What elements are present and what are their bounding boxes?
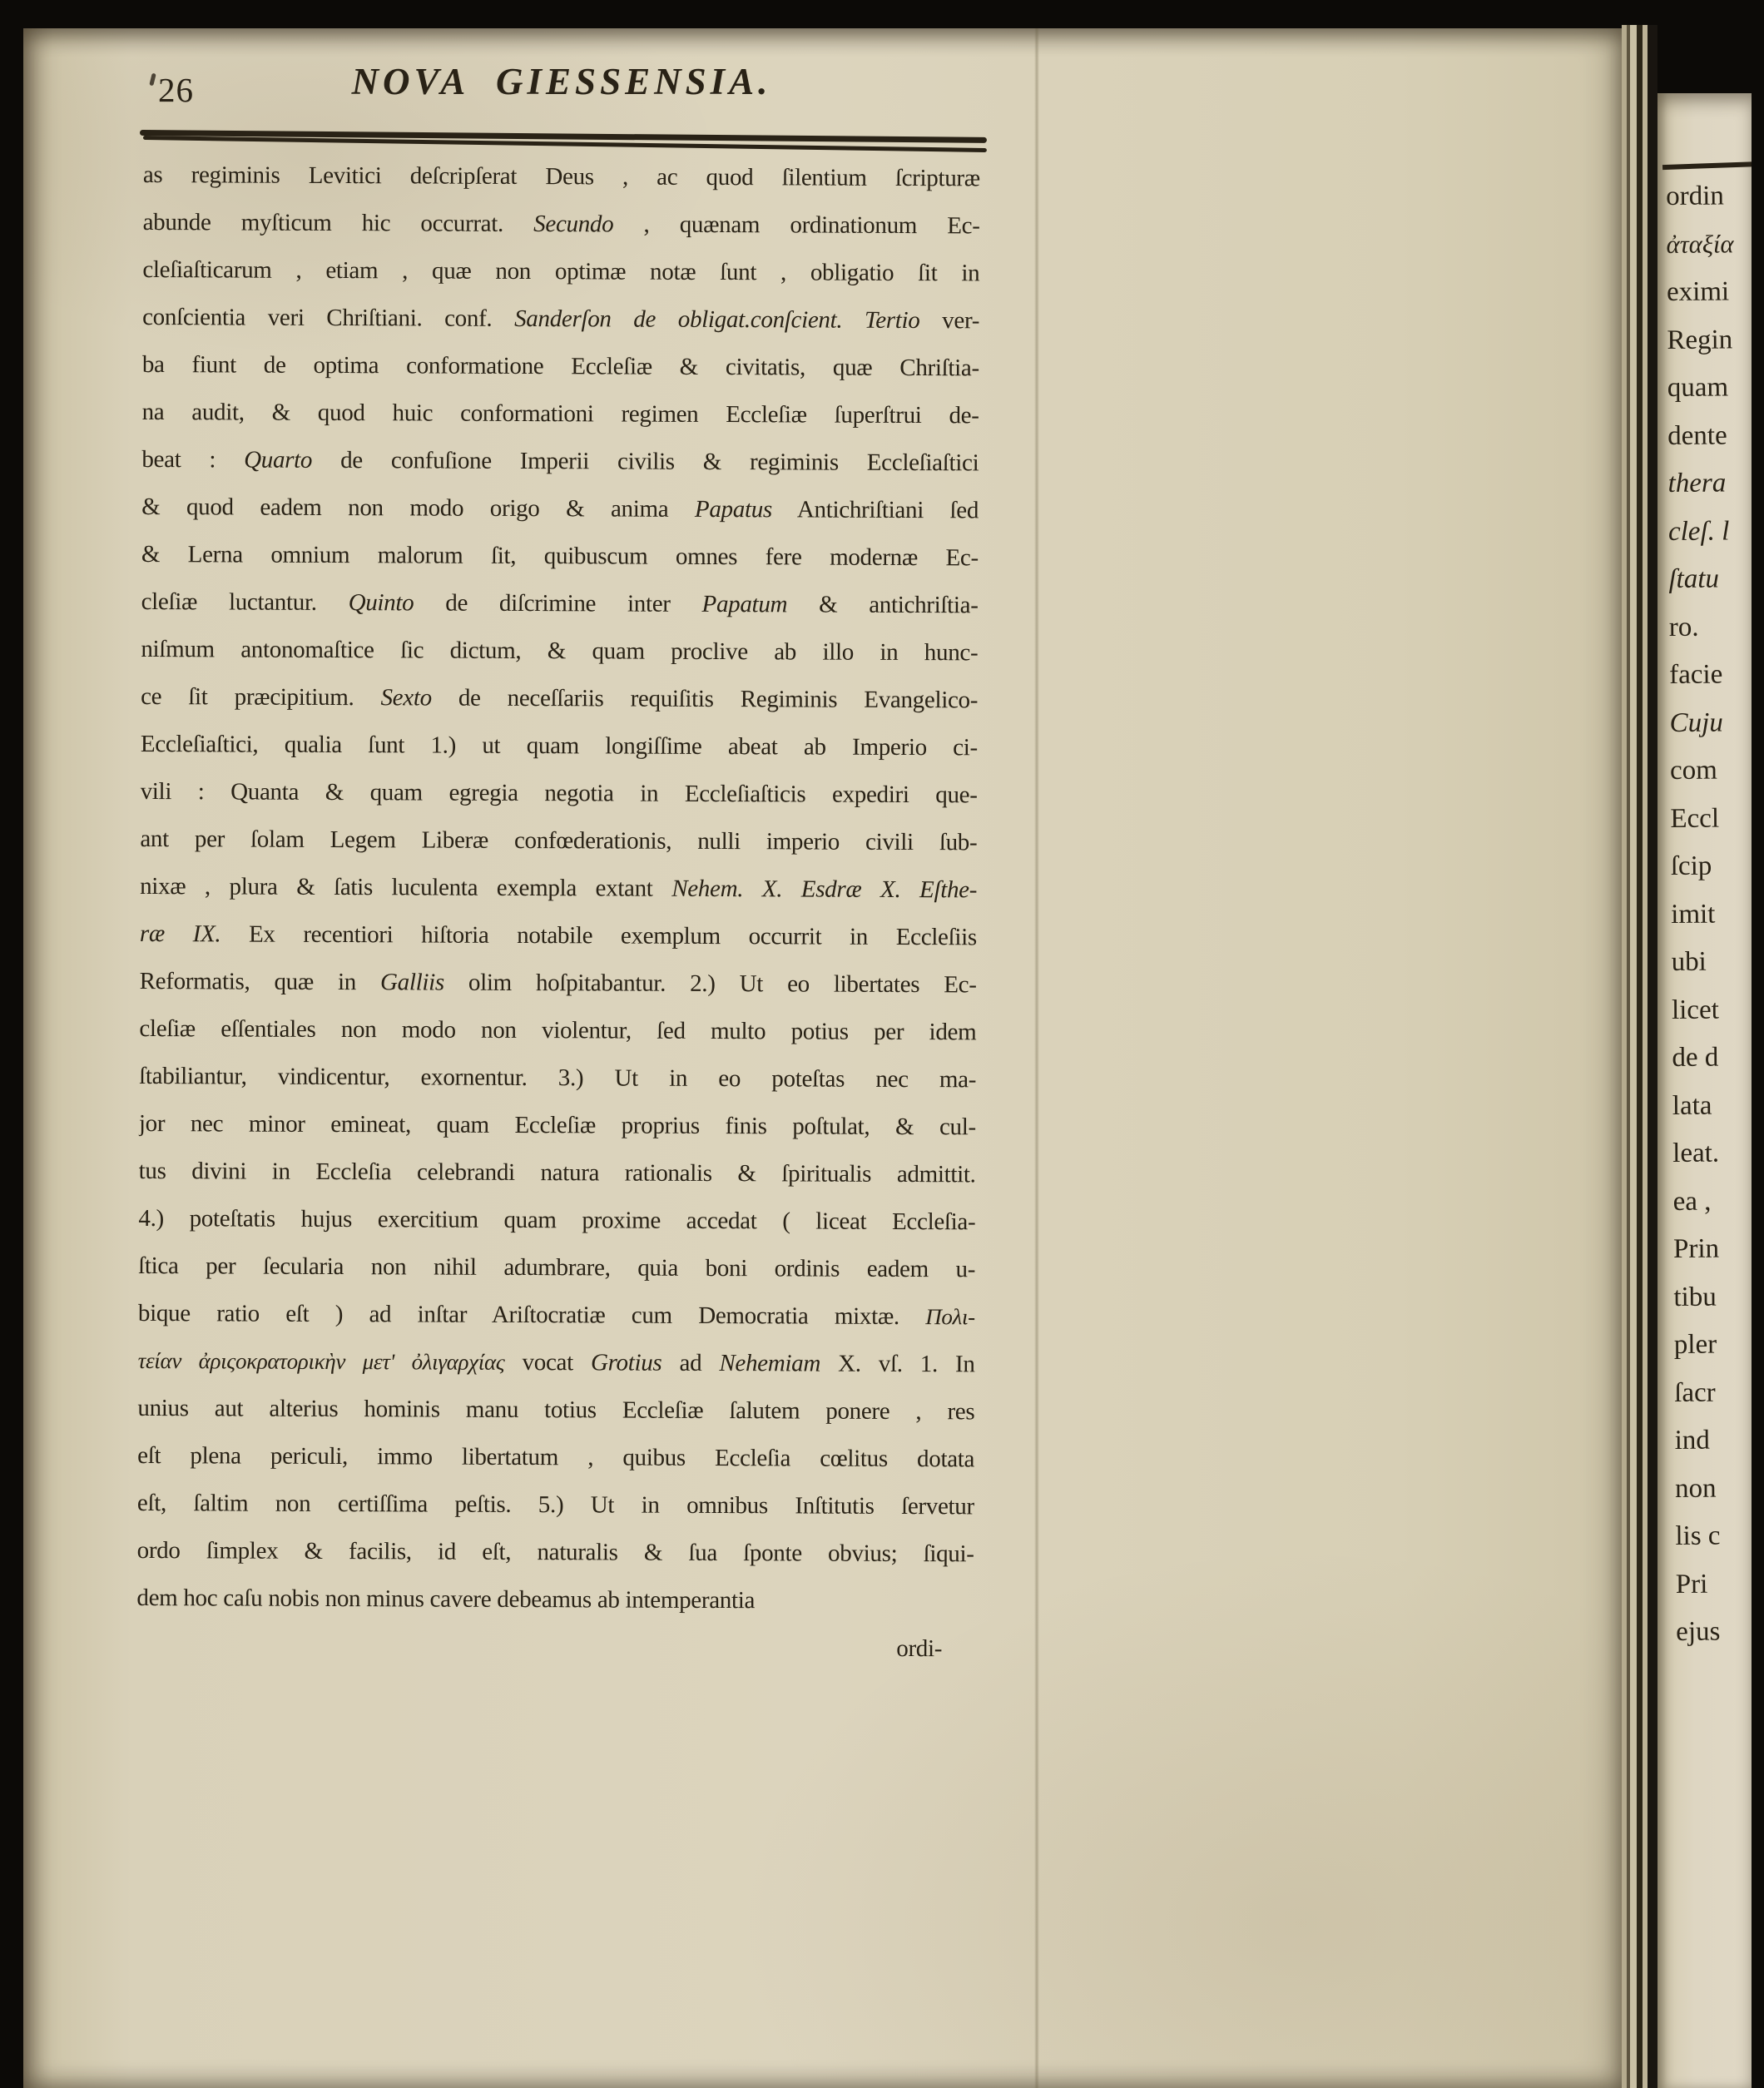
text-segment: beat : xyxy=(141,445,245,474)
text-segment: unius aut alterius hominis manu totius Eccleſiæ ſalutem ponere , res xyxy=(137,1394,975,1426)
text-segment: eſt, ſaltim non certiſſima peſtis. 5.) Ut in omnibus Inſtitutis ſervetur xyxy=(136,1489,974,1520)
text-line xyxy=(138,1242,975,1293)
right-page-text-fragment: ubi xyxy=(1671,946,1707,977)
text-line xyxy=(141,673,978,724)
text-segment: dem hoc caſu nobis non minus cavere debeamus ab intemperantia xyxy=(136,1584,756,1614)
right-page-text-fragment: imit xyxy=(1671,899,1716,930)
text-segment-italic: Quinto xyxy=(348,589,414,617)
text-segment: de diſcrimine inter xyxy=(414,589,702,617)
text-line xyxy=(137,1385,974,1436)
page-number: 26 xyxy=(158,71,194,109)
text-segment: na audit, & quod huic conformationi regimen Eccleſiæ ſuperſtrui de- xyxy=(141,398,979,429)
text-line xyxy=(140,910,977,961)
text-segment: & quod eadem non modo origo & anima xyxy=(141,493,696,523)
text-segment-italic: Papatum xyxy=(701,590,788,618)
text-segment: ver- xyxy=(919,307,980,335)
text-line xyxy=(141,626,978,677)
text-segment: de neceſſariis requiſitis Regiminis Evangelico- xyxy=(431,684,979,714)
text-segment-italic: Nehemiam xyxy=(719,1350,821,1377)
right-page-text-fragment: dente xyxy=(1667,419,1727,451)
text-segment: cleſiaſticarum , etiam , quæ non optimæ notæ ſunt , obligatio ſit in xyxy=(142,255,980,287)
text-line xyxy=(136,1575,974,1625)
text-segment: & antichriſtia- xyxy=(787,591,979,619)
text-segment-italic: Grotius xyxy=(590,1349,662,1376)
text-segment: ſtabiliantur, vindicentur, exornentur. 3.) Ut in eo poteſtas nec ma- xyxy=(139,1062,977,1094)
text-line xyxy=(141,436,979,487)
right-page-text-fragment: thera xyxy=(1667,468,1727,498)
text-segment: nixæ , plura & ſatis luculenta exempla extant xyxy=(140,872,672,902)
right-page-text-fragment: de d xyxy=(1672,1042,1719,1073)
text-segment-italic: Sexto xyxy=(380,684,432,712)
right-page-text-fragment: ſacr xyxy=(1674,1377,1716,1408)
text-line xyxy=(139,1005,976,1056)
text-segment: eſt plena periculi, immo libertatum , quibus Eccleſia cœlitus dotata xyxy=(137,1441,975,1473)
text-segment: as regiminis Levitici deſcripſerat Deus , ac quod ſilentium ſcripturæ xyxy=(142,161,980,192)
right-page-text-fragment: Eccl xyxy=(1670,803,1720,834)
text-segment: Antichriſtiani ſed xyxy=(771,496,979,524)
right-page-text-fragment: facie xyxy=(1669,659,1723,690)
text-line xyxy=(140,958,977,1009)
text-line xyxy=(137,1432,974,1483)
text-segment: niſmum antonomaſtice ſic dictum, & quam proclive ab illo in hunc- xyxy=(141,635,979,667)
right-page-text-fragment: quam xyxy=(1667,372,1729,403)
right-page-text-fragment: tibu xyxy=(1673,1282,1717,1312)
right-page-header-rule xyxy=(1662,161,1752,170)
right-page-text-fragment: pler xyxy=(1673,1329,1717,1360)
text-segment-italic: Nehem. X. Esdræ X. Eſthe- xyxy=(671,875,978,904)
text-segment: vili : Quanta & quam egregia negotia in Eccleſiaſticis expediri que- xyxy=(140,777,978,809)
text-segment: cleſiæ luctantur. xyxy=(141,588,349,617)
right-page-text-fragment: ea , xyxy=(1672,1186,1712,1217)
right-page-text-fragment: ind xyxy=(1674,1425,1710,1456)
text-line xyxy=(142,389,979,439)
text-line xyxy=(143,199,980,250)
text-segment: Reformatis, quæ in xyxy=(139,967,381,996)
text-line xyxy=(142,294,979,345)
text-line xyxy=(141,721,978,771)
text-segment: & Lerna omnium malorum ſit, quibuscum omnes fere modernæ Ec- xyxy=(141,540,979,572)
catchword: ordi- xyxy=(896,1634,943,1663)
text-segment-italic: ræ IX. xyxy=(139,920,221,948)
text-segment: bique ratio eſt ) ad inſtar Ariſtocratiæ cum Democratia mixtæ. xyxy=(137,1299,926,1331)
text-segment-italic: Papatus xyxy=(694,495,773,523)
text-segment-italic: Sanderſon de obligat.conſcient. Tertio xyxy=(514,305,920,335)
right-page-text-column xyxy=(1666,172,1752,1657)
right-page-text-fragment: lata xyxy=(1672,1090,1712,1121)
text-segment: conſcientia veri Chriſtiani. conf. xyxy=(142,303,515,332)
text-segment: X. vſ. 1. In xyxy=(820,1350,975,1378)
text-line xyxy=(141,768,978,819)
right-page-text-fragment: leat. xyxy=(1672,1138,1720,1168)
text-segment: ad xyxy=(662,1349,720,1377)
text-line xyxy=(142,341,979,392)
text-segment: ant per ſolam Legem Liberæ confœderationis, nulli imperio civili ſub- xyxy=(140,825,978,856)
text-segment: Eccleſiaſtici, qualia ſunt 1.) ut quam longiſſime abeat ab Imperio ci- xyxy=(140,730,978,761)
text-line xyxy=(141,578,979,629)
body-text-lines xyxy=(136,151,980,1625)
text-line xyxy=(141,484,979,534)
text-segment-italic: Galliis xyxy=(379,969,444,996)
right-page-text-fragment: Prin xyxy=(1672,1233,1720,1264)
text-line xyxy=(138,1290,975,1341)
text-segment: vocat xyxy=(504,1348,592,1376)
text-line xyxy=(143,151,980,202)
right-page-text-fragment: lis c xyxy=(1675,1520,1721,1551)
text-segment: olim hoſpitabantur. 2.) Ut eo libertates Ec- xyxy=(443,969,977,999)
text-segment-italic: Secundo xyxy=(533,211,614,238)
text-segment: ce ſit præcipitium. xyxy=(141,682,381,712)
text-line xyxy=(141,531,979,582)
text-segment-italic: Πολι- xyxy=(925,1304,975,1330)
text-line xyxy=(140,863,977,914)
text-segment: abunde myſticum hic occurrat. xyxy=(142,208,534,238)
right-page-sliver xyxy=(1657,93,1752,2088)
right-page-text-fragment: ſcip xyxy=(1670,851,1712,881)
text-line xyxy=(137,1480,974,1530)
text-segment: , quænam ordinationum Ec- xyxy=(613,211,980,240)
text-line xyxy=(139,1148,976,1198)
right-page-text-fragment: ejus xyxy=(1676,1616,1721,1647)
text-line xyxy=(137,1527,974,1578)
text-segment: ordo ſimplex & facilis, id eſt, naturalis & ſua ſponte obvius; ſiqui- xyxy=(136,1536,974,1568)
page-crease xyxy=(1034,28,1039,2088)
text-segment: ſtica per ſecularia non nihil adumbrare, quia boni ordinis eadem u- xyxy=(138,1252,976,1283)
right-page-text-fragment: com xyxy=(1669,755,1717,786)
right-page-text-fragment: Regin xyxy=(1667,324,1733,355)
right-page-text-fragment: ordin xyxy=(1666,181,1724,211)
right-page-text-fragment: ro. xyxy=(1668,612,1699,642)
text-segment: 4.) poteſtatis hujus exercitium quam proxime accedat ( liceat Eccleſia- xyxy=(138,1204,976,1236)
right-page-text-fragment: Pri xyxy=(1675,1569,1708,1599)
text-line xyxy=(142,246,979,297)
stacked-page-edges xyxy=(1622,25,1657,2088)
text-line xyxy=(139,1100,976,1151)
text-segment: Ex recentiori hiſtoria notabile exemplum occurrit in Eccleſiis xyxy=(220,920,977,951)
text-line xyxy=(140,816,977,866)
text-segment: jor nec minor emineat, quam Eccleſiæ proprius finis poſtulat, & cul- xyxy=(138,1109,976,1141)
text-segment: tus divini in Eccleſia celebrandi natura rationalis & ſpiritualis admittit. xyxy=(138,1157,976,1188)
right-page-text-fragment: licet xyxy=(1671,994,1719,1025)
right-page-text-fragment: ἀταξία xyxy=(1666,229,1734,259)
running-header-title: NOVA GIESSENSIA. xyxy=(351,61,772,102)
text-segment-italic: Quarto xyxy=(244,446,313,474)
right-page-text-fragment: non xyxy=(1674,1473,1717,1504)
right-page-text-fragment: eximi xyxy=(1666,276,1730,307)
right-page-text-fragment: cleſ. l xyxy=(1667,515,1730,547)
text-line xyxy=(138,1337,975,1388)
text-line xyxy=(138,1195,975,1246)
body-text-block xyxy=(136,151,980,1673)
text-segment-italic: τείαν ἀριςοκρατορικὴν μετ' ὀλιγαρχίας xyxy=(137,1347,505,1375)
text-segment: de confuſione Imperii civilis & regiminis Eccleſiaſtici xyxy=(312,446,979,477)
text-line xyxy=(139,1053,976,1104)
right-page-text-fragment: Cuju xyxy=(1669,707,1723,738)
right-page-text-fragment: ſtatu xyxy=(1668,563,1720,594)
text-segment: cleſiæ eſſentiales non modo non violentur, ſed multo potius per idem xyxy=(139,1014,977,1046)
text-segment: ba fiunt de optima conformatione Eccleſiæ & civitatis, quæ Chriſtia- xyxy=(141,350,979,382)
